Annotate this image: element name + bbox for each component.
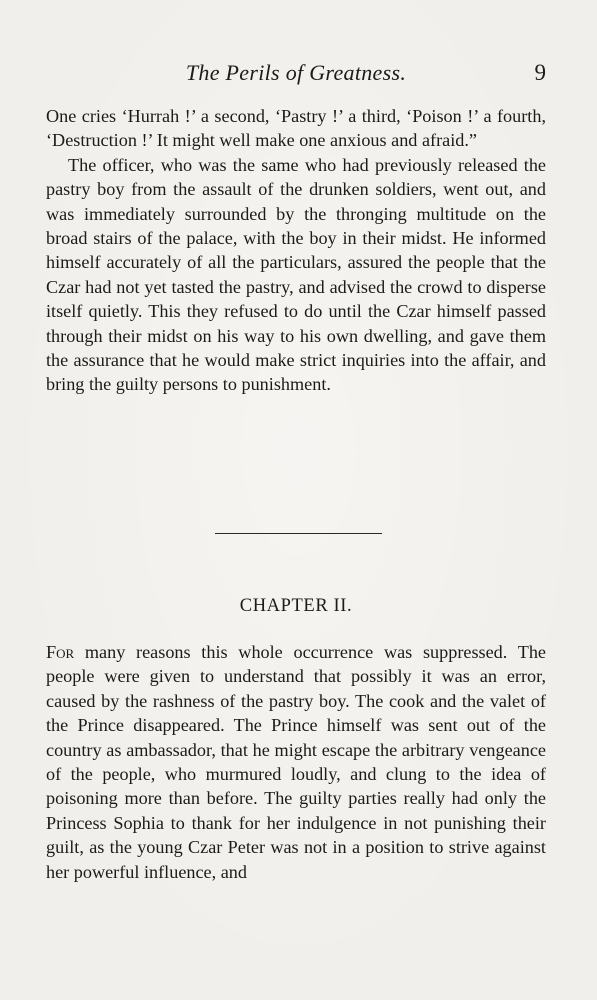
body-text-top bbox=[46, 104, 546, 397]
chapter-opening-word: For bbox=[46, 642, 75, 662]
chapter-opening-text: many reasons this whole occurrence was suppressed. The people were given to understand that possibly it was an error, caused by the rashness of the pastry boy. The cook and the valet of the Prince disappeared. The Prince himself was sent out of the country as ambassador, that he might escape the arbitrary vengeance of the people, who murmured loudly, and clung to the idea of poisoning more than before. The guilty parties really had only the Princess Sophia to thank for her indulgence in not punishing their guilt, as the young Czar Peter was not in a position to strive against her powerful influence, and bbox=[46, 642, 546, 882]
paragraph-continuation: One cries ‘Hurrah !’ a second, ‘Pastry !’ a third, ‘Poison !’ a fourth, ‘Destruction !’ It might well make one anxious and afraid.” bbox=[46, 106, 546, 151]
chapter-opening-paragraph bbox=[46, 640, 546, 884]
chapter-heading: CHAPTER II. bbox=[239, 596, 353, 616]
body-text-chapter bbox=[46, 640, 546, 884]
page-header bbox=[46, 60, 546, 90]
section-divider bbox=[215, 533, 382, 534]
page-number: 9 bbox=[534, 60, 546, 85]
paragraph-officer: The officer, who was the same who had previously released the pastry boy from the assault of the drunken soldiers, went out, and was immediately surrounded by the thronging multitude on the broad stairs of the palace, with the boy in their midst. He informed himself accurately of all the particulars, assured the people that the Czar had not yet tasted the pastry, and advised the crowd to disperse itself quietly. This they refused to do until the Czar himself passed through their midst on his way to his own dwelling, and gave them the assurance that he would make strict inquiries into the affair, and bring the guilty persons to punishment. bbox=[46, 154, 546, 395]
running-title: The Perils of Greatness. bbox=[185, 60, 407, 85]
